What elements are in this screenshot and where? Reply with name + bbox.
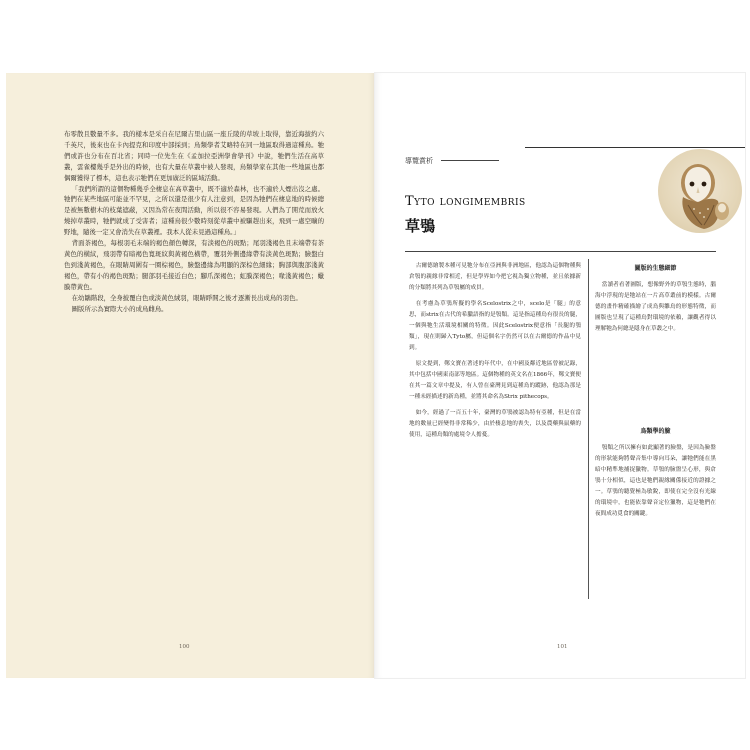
chinese-name: 草鴞 (405, 217, 436, 235)
main-paragraph: 如今，經過了一百五十年，臺灣的草鴞被認為特有亞種，但是在當地的數量已經變得非常稀少，由於棲息地的喪失，以及農藥與鼠藥的使用，這種鳥類的處境令人擔憂。 (409, 410, 581, 438)
left-page-number: 100 (179, 644, 190, 650)
sidebar-heading: 鳥類學的臉 (640, 428, 671, 435)
guide-heading (405, 156, 433, 166)
section-rule (405, 251, 716, 252)
sidebar-heading: 圖版的生態細節 (634, 265, 677, 272)
latin-name: Tyto longimembris (405, 194, 526, 209)
main-paragraph: 在考慮為草鴞所擬的學名Scelostrix之中，scelo是「腿」的意思，而strix在古代的希臘語指的是鴞類。這是指這種鳥有很長的腿，一個與牠生活環境相關的特徵。因此Scelostrix便意指「長腿的鴞類」，現在則歸入Tyto屬，但這個名字仍然可以在古爾德的作品中見到。 (409, 301, 581, 351)
guide-rule (441, 160, 499, 161)
left-page-text (64, 129, 324, 314)
owl-drawing (658, 149, 742, 233)
sidebar-section (595, 263, 716, 335)
column-divider (588, 259, 589, 599)
left-page (6, 73, 375, 678)
left-paragraph: 背面茶褐色，每根羽毛末端的褐色顏色轉深，有淡褐色的斑點；尾羽淺褐色且末端帶有茶黃色的橫紋，飛羽帶有暗褐色寬斑紋與黃褐色橫帶，覆羽外側邊緣帶有淡黃色斑點；臉盤白色到淺黃褐色，在眼睛周圍有一圈棕褐色，臉盤邊緣為明顯的深棕色細緣；胸部與腹部淺黃褐色，帶有小的褐色斑點；腿部羽毛接近白色；腳爪深褐色；虹膜深褐色；喙淺黃褐色；蠟膜帶黃色。 (64, 239, 324, 291)
sidebar-text: 鴞類之所以擁有如此顯著的臉盤，是因為臉盤的形狀能夠將聲音集中導向耳朵，讓牠們能在黑暗中精準地捕捉獵物。草鴞的臉盤呈心形，與倉鴞十分相似，這也是牠們親緣關係接近的證據之一。草鴞的聽覺極為敏銳，即使在完全沒有光線的環境中，也能依靠聲音定位獵物，這是牠們在夜間成功覓食的關鍵。 (595, 445, 716, 517)
left-paragraph: 布零散且數量不多。我的樣本是采自在尼爾吉里山區一座丘陵的草坡上取得，靠近海拔約六千英尺，後來也在卡內提克和印度中部採到；鳥類學者艾略特在同一地區取得過這種鳥。牠們或許也分布在百北省；同時一位先生在《孟加拉亞洲學會學刊》中說，牠們生活在高草叢，雲雀樓幾乎是外出的時候，也有大量在草叢中被人發現，鳥類學家在其他一些地區也都偶爾獲得了標本，這也表示牠們在更加廣泛的區域活動。 (64, 130, 324, 182)
right-page-number: 101 (557, 644, 568, 650)
left-paragraph: 圖版所示為實際大小的成鳥雌鳥。 (71, 304, 168, 313)
sidebar-section (595, 426, 716, 520)
left-paragraph: 在幼鶵階段，全身披覆白色或淡黃色絨羽，眼睛睜開之後才逐漸長出成鳥的羽色。 (71, 293, 302, 302)
top-rule (525, 147, 745, 148)
main-column (409, 261, 581, 446)
right-page (375, 73, 745, 678)
left-paragraph: 「我們所謂的這個物種幾乎全棲息在高草叢中，既不適於森林，也不適於人煙出沒之處。牠們在某些地區可能並不罕見，之所以還是很少有人注意到，是因為牠們在棲息地的時候總是被無數樹木的枝葉遮蔽，又因為常在夜間活動，所以很不容易發現。人們為了開荒而放火燒掉草叢時，牠們就成了受害者；這種鳥很少數時刻從草叢中被驅趕出來，飛到一處空曠的野地，隨後一定又會消失在草叢裡。我本人從未見過這種鳥。」 (64, 184, 324, 237)
guide-label: 導覽賞析 (405, 157, 433, 165)
main-paragraph: 原文提到，鄭文寶在著述的年代中，在中國及鄰近地區曾被記錄，其中包括中國東南部等地區。這個物種的英文名在1866年，鄭文寶便在其一篇文章中提及，有人曾在臺灣見到這種鳥的蹤跡，他認為那是一種未經描述的新鳥種，並將其命名為Strix pithecops。 (409, 361, 581, 400)
main-paragraph: 古爾德繪製本種可見牠分布在亞洲與非洲地區，他認為這個物種與倉鴞的親緣非常相近，但是學界如今把它視為獨立物種，並且依據新的分類將其列為草鴞屬的成員。 (409, 263, 581, 291)
sidebar-text: 當讀者看著圖版，想像野外的草鴞生態時，腦海中浮現的是牠站在一片高草叢前的模樣。古爾德的畫作精確描繪了成鳥與雛鳥的形態特徵，而圖版也呈現了這種鳥對環境的依賴，讓觀者得以理解牠為何總是隱身在草叢之中。 (595, 282, 716, 332)
owl-illustration (658, 149, 742, 233)
